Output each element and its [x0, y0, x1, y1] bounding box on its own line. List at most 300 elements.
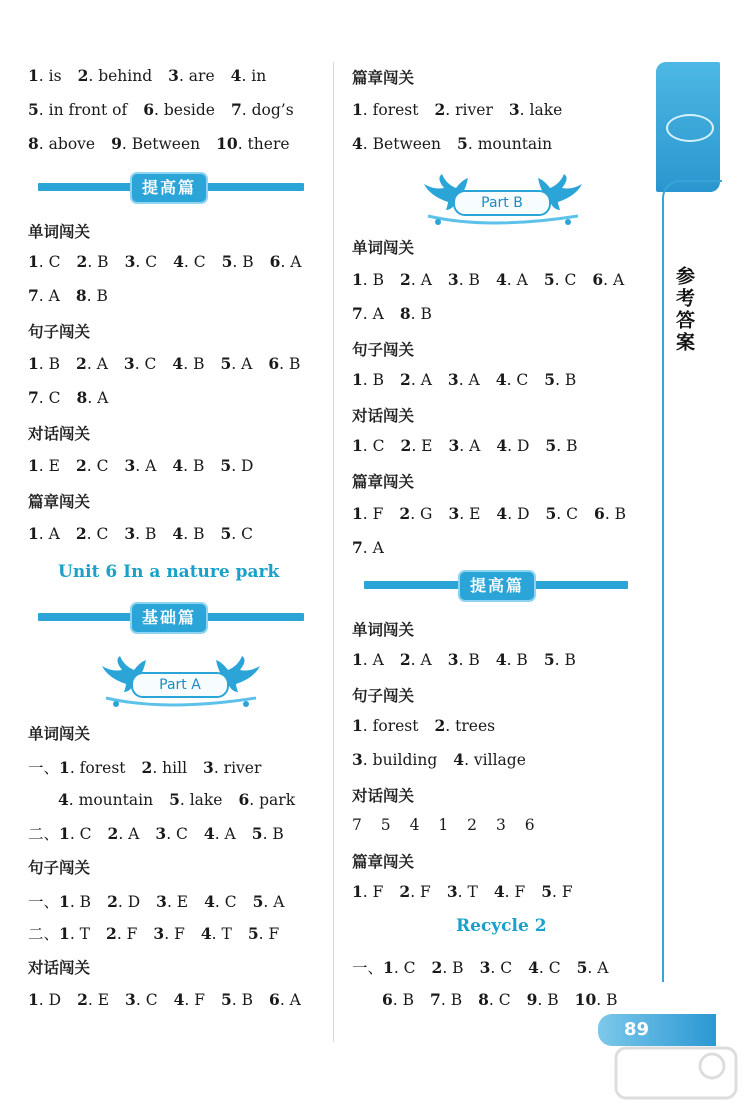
answer-value: . A — [38, 525, 60, 543]
question-number: 1 — [28, 252, 39, 271]
question-number: 6 — [268, 354, 280, 373]
answer-item — [400, 305, 432, 323]
question-number: 1 — [28, 524, 39, 543]
question-number: 4 — [528, 958, 539, 977]
unit-title: Unit 6 In a nature park — [58, 562, 280, 582]
answer-value: . in — [241, 67, 267, 85]
answer-value: . A — [214, 825, 236, 843]
answer-value: . trees — [445, 717, 496, 735]
answer-item — [577, 959, 609, 977]
answer-item — [430, 991, 462, 1009]
answer-item — [125, 991, 158, 1009]
answer-item — [528, 959, 561, 977]
answer-item — [173, 253, 206, 271]
answer-value: . B — [279, 355, 301, 373]
answer-item — [269, 991, 301, 1009]
answer-value: . hill — [152, 759, 188, 777]
question-number: 3 — [156, 892, 167, 911]
answer-value: . E — [411, 437, 433, 455]
answer-item — [28, 287, 60, 305]
question-number: 5 — [543, 270, 555, 289]
answer-value: . B — [596, 991, 618, 1009]
answer-item — [155, 825, 188, 843]
answer-value: . T — [69, 925, 91, 943]
answer-value: . T — [457, 883, 478, 901]
question-number: 5 — [220, 456, 232, 475]
question-number: 6 — [143, 100, 154, 119]
answer-item — [28, 525, 60, 543]
answer-value: . G — [410, 505, 433, 523]
answer-item — [478, 991, 511, 1009]
answer-item — [59, 925, 90, 943]
page-number: 89 — [598, 1014, 716, 1046]
question-number: 7 — [28, 388, 39, 407]
answer-row — [352, 716, 511, 735]
question-number: 1 — [352, 504, 363, 523]
question-number: 3 — [124, 252, 136, 271]
question-number: 6 — [382, 990, 393, 1009]
answer-item — [352, 751, 437, 769]
answer-value: . F — [184, 991, 205, 1009]
answer-value: . B — [38, 355, 61, 373]
answer-item — [142, 759, 188, 777]
answer-item — [124, 525, 156, 543]
banner-label: 提高篇 — [458, 570, 536, 602]
question-number: 2 — [400, 436, 412, 455]
question-number: 3 — [168, 66, 179, 85]
answer-item — [383, 959, 416, 977]
answer-item — [124, 355, 157, 373]
answer-item — [76, 525, 109, 543]
section-heading: 句子闯关 — [352, 687, 415, 705]
question-number: 7 — [230, 100, 242, 119]
question-number: 2 — [75, 524, 87, 543]
answer-value: . F — [362, 883, 384, 901]
answer-item — [238, 791, 295, 809]
question-number: 5 — [543, 650, 555, 669]
watermark-icon — [612, 1044, 740, 1102]
answer-item — [201, 925, 232, 943]
question-number: 1 — [59, 758, 70, 777]
answer-value: . C — [86, 525, 109, 543]
question-number: 3 — [447, 650, 459, 669]
answer-item — [270, 253, 302, 271]
answer-item — [544, 271, 577, 289]
answer-item — [432, 959, 464, 977]
question-number: 5 — [247, 924, 259, 943]
answer-item — [220, 525, 253, 543]
question-number: 2 — [431, 958, 443, 977]
answer-value: . C — [538, 959, 561, 977]
answer-value: . T — [211, 925, 232, 943]
answer-row: 二、1. T 2. F 3. F 4. T 5. F — [28, 924, 280, 943]
part-label: Part B — [453, 190, 551, 216]
answer-item — [107, 893, 140, 911]
answer-value: . C — [183, 253, 206, 271]
answer-value: . B — [458, 271, 480, 289]
answer-item — [268, 355, 300, 373]
answer-item — [59, 759, 126, 777]
question-number: 6 — [269, 990, 280, 1009]
answer-item — [352, 717, 419, 735]
answer-value: . D — [507, 437, 530, 455]
answer-value: . C — [135, 991, 158, 1009]
section-heading: 单词闯关 — [352, 621, 415, 639]
answer-row — [352, 270, 640, 289]
answer-item — [77, 389, 109, 407]
answer-value: . F — [410, 883, 431, 901]
answer-value: . C — [490, 959, 513, 977]
dialog-order-sequence: 7 5 4 1 2 3 6 — [352, 816, 535, 834]
answer-item — [352, 437, 385, 455]
question-number: 4 — [173, 990, 185, 1009]
answer-item — [125, 253, 158, 271]
question-number: 3 — [447, 270, 459, 289]
answer-value: . is — [38, 67, 62, 85]
question-number: 2 — [106, 924, 117, 943]
answer-item — [400, 271, 432, 289]
question-number: 1 — [352, 882, 363, 901]
answer-value: . A — [118, 825, 140, 843]
answer-value: . C — [362, 437, 385, 455]
question-number: 2 — [76, 252, 88, 271]
answer-value: . B — [440, 991, 463, 1009]
answer-value: . B — [86, 287, 108, 305]
answer-value: . D — [38, 991, 62, 1009]
answer-item — [203, 759, 261, 777]
section-heading: 句子闯关 — [28, 323, 91, 341]
section-heading: 对话闯关 — [28, 959, 91, 977]
answer-value: . A — [86, 355, 108, 373]
answer-item — [352, 883, 383, 901]
answer-value: . B — [183, 457, 205, 475]
question-number: 4 — [203, 824, 215, 843]
question-number: 4 — [495, 650, 507, 669]
question-number: 5 — [457, 134, 468, 153]
answer-value: . C — [38, 389, 61, 407]
question-number: 4 — [172, 456, 184, 475]
question-number: 3 — [123, 354, 135, 373]
answer-value: . B — [135, 525, 157, 543]
answer-item — [496, 651, 528, 669]
answer-row — [352, 538, 400, 557]
answer-item — [457, 135, 552, 153]
answer-item — [76, 287, 108, 305]
question-number: 5 — [544, 370, 556, 389]
section-heading: 篇章闯关 — [352, 69, 415, 87]
answer-row — [28, 990, 317, 1009]
question-number: 5 — [220, 990, 232, 1009]
answer-row — [352, 100, 578, 119]
answer-item — [544, 371, 576, 389]
section-heading: 对话闯关 — [352, 787, 415, 805]
answer-value: . C — [134, 355, 157, 373]
answer-item — [168, 67, 214, 85]
question-number: 4 — [495, 270, 507, 289]
section-heading: 对话闯关 — [352, 407, 415, 425]
question-number: 6 — [238, 790, 250, 809]
answer-value: . B — [442, 959, 464, 977]
question-number: 3 — [447, 370, 459, 389]
answer-item — [172, 355, 204, 373]
section-heading: 句子闯关 — [28, 859, 91, 877]
answer-value: . D — [507, 505, 530, 523]
answer-value: . F — [552, 883, 573, 901]
answer-item — [28, 135, 95, 153]
answer-row — [382, 990, 633, 1009]
answer-item — [111, 135, 200, 153]
answer-item — [509, 101, 562, 119]
question-number: 7 — [430, 990, 441, 1009]
answer-value: . B — [362, 271, 385, 289]
answer-value: . C — [38, 253, 61, 271]
question-number: 1 — [383, 958, 394, 977]
answer-value: . B — [183, 525, 205, 543]
answer-item — [222, 253, 254, 271]
answer-item — [352, 651, 384, 669]
answer-item — [352, 135, 441, 153]
question-number: 8 — [75, 286, 87, 305]
question-number: 5 — [220, 524, 232, 543]
question-number: 10 — [216, 134, 238, 153]
answer-item — [448, 271, 480, 289]
question-number: 3 — [124, 456, 136, 475]
answer-item — [77, 253, 109, 271]
question-number: 3 — [448, 504, 460, 523]
answer-item — [204, 893, 237, 911]
answer-item — [447, 883, 478, 901]
answer-value: . dog’s — [241, 101, 294, 119]
answer-row — [352, 882, 589, 901]
answer-item — [248, 925, 279, 943]
question-number: 2 — [399, 650, 411, 669]
column-divider — [333, 62, 334, 1042]
answer-value: . B — [506, 651, 528, 669]
answer-value: . forest — [69, 759, 126, 777]
answer-value: . Between — [121, 135, 201, 153]
question-number: 3 — [125, 990, 136, 1009]
answer-item — [352, 305, 384, 323]
answer-value: . A — [135, 457, 157, 475]
answer-value: . F — [116, 925, 138, 943]
answer-item — [28, 457, 60, 475]
answer-item — [204, 825, 236, 843]
answer-item — [401, 437, 433, 455]
question-number: 5 — [28, 100, 39, 119]
answer-item — [143, 101, 215, 119]
question-number: 8 — [76, 388, 88, 407]
answer-item — [496, 271, 528, 289]
answer-value: . there — [237, 135, 290, 153]
question-number: 5 — [545, 504, 557, 523]
answer-row — [28, 524, 269, 543]
section-heading: 单词闯关 — [28, 223, 91, 241]
question-number: 2 — [399, 504, 411, 523]
question-number: 5 — [251, 824, 263, 843]
question-number: 7 — [352, 538, 363, 557]
question-number: 4 — [453, 750, 465, 769]
answer-item — [352, 371, 384, 389]
answer-row — [28, 252, 318, 271]
part-a-badge — [96, 654, 266, 712]
answer-row — [28, 134, 306, 153]
answer-item — [544, 651, 576, 669]
answer-value: . F — [258, 925, 280, 943]
question-number: 2 — [76, 354, 87, 373]
answer-item — [169, 791, 222, 809]
answer-item — [352, 101, 419, 119]
answer-value: . C — [488, 991, 511, 1009]
question-number: 9 — [111, 134, 122, 153]
answer-value: . village — [464, 751, 526, 769]
answer-item — [435, 717, 496, 735]
answer-item — [453, 751, 526, 769]
answer-item — [382, 991, 414, 1009]
answer-item — [124, 457, 156, 475]
answer-item — [221, 991, 253, 1009]
answer-value: . B — [458, 651, 480, 669]
question-number: 4 — [495, 370, 507, 389]
answer-value: . B — [262, 825, 284, 843]
answer-item — [172, 457, 204, 475]
answer-value: . park — [249, 791, 296, 809]
answer-item — [541, 883, 572, 901]
answer-item — [58, 791, 153, 809]
question-number: 2 — [434, 100, 446, 119]
answer-value: . behind — [88, 67, 153, 85]
answer-value: . A — [458, 371, 480, 389]
answer-value: . C — [554, 271, 577, 289]
answer-value: . B — [87, 253, 109, 271]
answer-row — [28, 66, 282, 85]
answer-row — [352, 304, 448, 323]
answer-row: 一、1. B 2. D 3. E 4. C 5. A — [28, 892, 285, 911]
answer-value: . E — [166, 893, 189, 911]
answer-value: . A — [362, 305, 384, 323]
answer-item — [76, 355, 108, 373]
question-number: 3 — [124, 524, 136, 543]
question-number: 4 — [496, 504, 508, 523]
question-number: 10 — [574, 990, 597, 1009]
banner-label: 基础篇 — [130, 602, 208, 634]
answer-value: . A — [603, 271, 625, 289]
answer-item — [174, 991, 205, 1009]
answer-row — [352, 370, 592, 389]
question-number: 1 — [352, 270, 363, 289]
section-heading: 对话闯关 — [28, 425, 91, 443]
answer-value: . E — [87, 991, 110, 1009]
answer-value: . E — [459, 505, 481, 523]
answer-item — [545, 437, 577, 455]
answer-item — [172, 525, 204, 543]
answer-item — [108, 825, 140, 843]
answer-item — [59, 825, 92, 843]
answer-item — [231, 101, 294, 119]
question-number: 8 — [28, 134, 39, 153]
question-number: 1 — [352, 100, 363, 119]
answer-value: . A — [87, 389, 109, 407]
question-number: 2 — [107, 824, 119, 843]
answer-item — [496, 505, 529, 523]
answer-item — [28, 389, 61, 407]
answer-value: . forest — [362, 101, 419, 119]
answer-value: . C — [69, 825, 92, 843]
answer-value: . B — [69, 893, 92, 911]
question-number: 7 — [28, 286, 39, 305]
question-number: 3 — [352, 750, 363, 769]
answer-value: . B — [554, 651, 576, 669]
question-number: 4 — [204, 892, 215, 911]
side-tab — [656, 62, 720, 192]
answer-row — [352, 134, 568, 153]
answer-item — [400, 371, 432, 389]
answer-value: . mountain — [68, 791, 154, 809]
answer-item — [78, 67, 153, 85]
answer-value: . A — [279, 991, 301, 1009]
answer-row — [28, 100, 310, 119]
answer-value: . C — [393, 959, 416, 977]
question-number: 6 — [592, 270, 604, 289]
answer-value: . A — [362, 651, 384, 669]
question-number: 3 — [155, 824, 167, 843]
answer-value: . A — [410, 651, 432, 669]
answer-item — [76, 457, 109, 475]
answer-value: . A — [362, 539, 384, 557]
question-number: 5 — [576, 958, 588, 977]
question-number: 3 — [479, 958, 491, 977]
answer-value: . river — [213, 759, 262, 777]
answer-item — [494, 883, 525, 901]
question-number: 4 — [200, 924, 212, 943]
answer-value: . A — [506, 271, 528, 289]
section-banner-basic — [38, 602, 304, 632]
publisher-logo-icon — [666, 114, 714, 142]
answer-item — [448, 505, 480, 523]
section-heading: 句子闯关 — [352, 341, 415, 359]
answer-item — [28, 253, 61, 271]
answer-item — [448, 371, 480, 389]
answer-item — [400, 651, 432, 669]
answer-item — [399, 883, 430, 901]
answer-value: . B — [537, 991, 559, 1009]
question-number: 3 — [446, 882, 458, 901]
answer-item — [28, 355, 60, 373]
answer-item — [59, 893, 91, 911]
question-number: 6 — [269, 252, 281, 271]
answer-item — [448, 437, 480, 455]
answer-value: . forest — [362, 717, 419, 735]
question-number: 1 — [352, 436, 363, 455]
answer-value: . B — [410, 305, 432, 323]
answer-value: . above — [38, 135, 96, 153]
answer-value: . B — [232, 253, 254, 271]
answer-value: . A — [459, 437, 481, 455]
question-number: 7 — [352, 304, 363, 323]
question-number: 3 — [508, 100, 520, 119]
question-number: 8 — [399, 304, 411, 323]
question-number: 5 — [169, 790, 180, 809]
question-number: 1 — [59, 924, 70, 943]
question-number: 2 — [77, 990, 88, 1009]
answer-value: . C — [135, 253, 158, 271]
answer-value: . B — [183, 355, 205, 373]
answer-value: . Between — [362, 135, 442, 153]
section-heading: 篇章闯关 — [352, 473, 415, 491]
answer-row — [58, 790, 311, 809]
question-number: 4 — [493, 882, 505, 901]
question-number: 5 — [541, 882, 553, 901]
answer-item — [546, 505, 579, 523]
